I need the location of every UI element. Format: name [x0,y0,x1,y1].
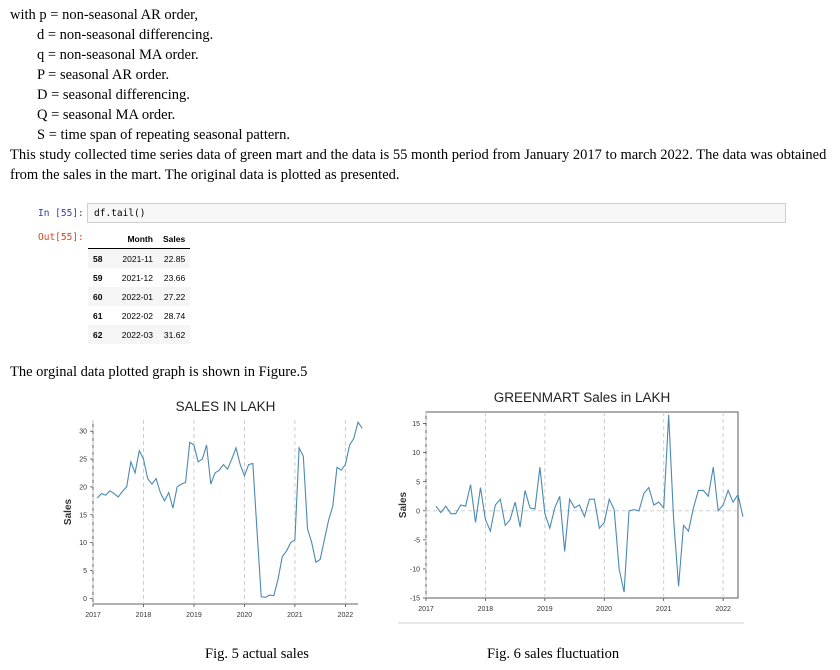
notebook-input-cell [34,203,786,225]
y-tick-label: 15 [412,421,420,429]
table-row [88,287,190,306]
y-axis-label: Sales [63,498,74,526]
row-index: 61 [93,310,103,321]
y-tick-label: 0 [416,508,420,516]
y-tick-label: 5 [83,568,87,576]
table-header-row [88,230,190,249]
y-tick-label: -10 [409,566,420,574]
x-tick-label: 2021 [655,606,672,613]
y-tick-label: 20 [79,484,87,492]
index-header [88,230,107,249]
row-sales: 31.62 [163,329,186,340]
dataframe-table [88,230,190,344]
row-month: 2021-11 [122,253,153,264]
y-tick-label: 30 [79,428,87,436]
sales-fluctuation-chart [395,385,747,630]
body-paragraph: This study collected time series data of green mart and the data is 55 month period from January 2017 to march 2022. The data was obtained from the sales in the mart. The original data is plotted as presented. [10,147,827,183]
row-index: 58 [93,253,103,264]
y-tick-label: 5 [416,479,420,487]
input-prompt: In [55]: [38,208,84,219]
x-tick-label: 2018 [477,606,494,613]
definition-Q: Q = seasonal MA order. [37,107,176,123]
table-row [88,306,190,325]
definitions-intro: with p = non-seasonal AR order, [10,7,199,23]
row-sales: 22.85 [163,253,186,264]
x-tick-label: 2017 [418,606,434,613]
definition-d: d = non-seasonal differencing. [37,27,214,43]
row-index: 60 [93,291,103,302]
x-tick-label: 2017 [85,612,101,619]
row-sales: 27.22 [163,291,186,302]
code-box [87,203,786,223]
row-sales: 23.66 [163,272,186,283]
definition-S: S = time span of repeating seasonal pattern. [37,127,290,143]
row-index: 62 [93,329,103,340]
x-tick-label: 2019 [537,606,553,613]
x-tick-label: 2022 [337,612,354,619]
chart-title: GREENMART Sales in LAKH [493,390,671,405]
code-text: df.tail() [94,208,146,219]
row-month: 2022-02 [121,310,153,321]
y-tick-label: 0 [83,595,87,603]
chart-title: SALES IN LAKH [175,399,276,414]
y-tick-label: 25 [79,456,87,464]
definition-q: q = non-seasonal MA order. [37,47,199,63]
output-prompt: Out[55]: [38,232,84,243]
row-month: 2021-12 [121,272,153,283]
y-tick-label: 10 [79,540,87,548]
x-tick-label: 2022 [715,606,731,613]
actual-sales-chart [60,393,370,633]
x-tick-label: 2021 [287,612,303,619]
row-month: 2022-03 [121,329,153,340]
x-tick-label: 2020 [236,612,253,619]
row-index: 59 [93,272,103,283]
y-tick-label: -5 [413,537,420,545]
x-tick-label: 2018 [135,612,152,619]
definition-D: D = seasonal differencing. [37,87,190,103]
y-tick-label: -15 [409,595,420,603]
table-row [88,249,190,269]
fig6-caption: Fig. 6 sales fluctuation [487,646,620,662]
y-tick-label: 10 [412,450,420,458]
row-sales: 28.74 [163,310,186,321]
x-tick-label: 2019 [186,612,202,619]
sales-header: Sales [158,230,190,249]
x-tick-label: 2020 [596,606,613,613]
definition-P: P = seasonal AR order. [37,67,170,83]
sales-series-line [97,422,362,597]
y-tick-label: 15 [79,512,87,520]
table-row [88,268,190,287]
fig5-caption: Fig. 5 actual sales [205,646,309,662]
month-header: Month [107,230,158,249]
sales-series-line [436,415,743,592]
row-month: 2022-01 [121,291,153,302]
y-axis-label: Sales [398,491,409,519]
table-row [88,325,190,344]
figure-intro-text: The orginal data plotted graph is shown in Figure.5 [10,364,308,380]
